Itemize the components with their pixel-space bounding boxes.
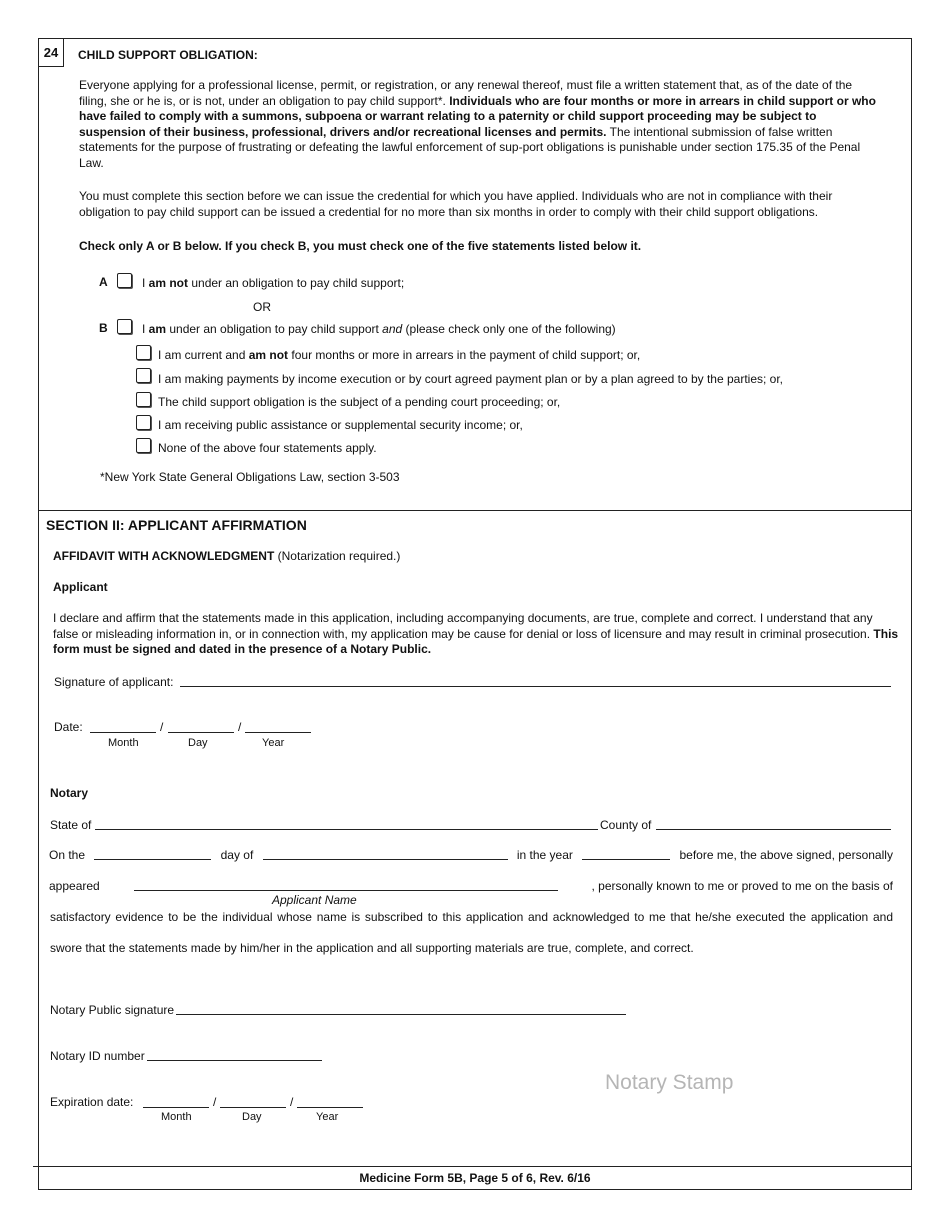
notary-id-field[interactable]: [147, 1060, 322, 1061]
date-day-caption: Day: [188, 737, 208, 749]
expiration-slash-1: /: [213, 1095, 217, 1109]
in-the-year-label: in the year: [516, 848, 573, 862]
swore-text: swore that the statements made by him/her in the application and all supporting materials are true, complete, and correct.: [50, 941, 694, 955]
expiration-month-field[interactable]: [143, 1107, 209, 1108]
option-b-tail: (please check only one of the following): [402, 322, 616, 336]
expiration-year-caption: Year: [316, 1111, 339, 1123]
option-a-label: [142, 276, 404, 290]
option-b-letter: B: [99, 321, 108, 335]
date-label: Date:: [54, 720, 83, 734]
applicant-signature-field[interactable]: [180, 686, 891, 687]
option-a-letter: A: [99, 275, 108, 289]
b-sub1-label: [158, 348, 640, 362]
b-sub5-label: None of the above four statements apply.: [158, 441, 377, 455]
date-month-caption: Month: [108, 737, 139, 749]
or-label: OR: [253, 300, 271, 314]
b-sub4-checkbox[interactable]: [136, 415, 151, 430]
state-field[interactable]: [95, 829, 598, 830]
notary-day-field[interactable]: [94, 859, 211, 860]
b-sub2-checkbox[interactable]: [136, 368, 151, 383]
option-a-checkbox[interactable]: [117, 273, 132, 288]
date-month-field[interactable]: [90, 732, 156, 733]
expiration-month-caption: Month: [161, 1111, 192, 1123]
section-ii-title: SECTION II: APPLICANT AFFIRMATION: [46, 517, 307, 533]
b-sub1-tail: four months or more in arrears in the payment of child support; or,: [288, 348, 641, 362]
notary-date-row: [49, 848, 893, 862]
notary-year-field[interactable]: [582, 859, 670, 860]
b-sub4-label: I am receiving public assistance or supplemental security income; or,: [158, 418, 523, 432]
option-b-bold: am: [148, 322, 167, 336]
applicant-name-caption: Applicant Name: [272, 893, 357, 907]
expiration-day-field[interactable]: [220, 1107, 286, 1108]
affidavit-note: (Notarization required.): [274, 549, 401, 563]
section-title: CHILD SUPPORT OBLIGATION:: [78, 48, 258, 62]
b-sub1-bold: am not: [248, 348, 289, 362]
option-a-text: I: [142, 276, 149, 290]
affidavit-bold: AFFIDAVIT WITH ACKNOWLEDGMENT: [53, 549, 275, 563]
day-of-label: day of: [220, 848, 254, 862]
page-footer: Medicine Form 5B, Page 5 of 6, Rev. 6/16: [359, 1171, 591, 1185]
expiration-year-field[interactable]: [297, 1107, 363, 1108]
appeared-row: [49, 879, 893, 893]
b-sub1-text: I am current and: [158, 348, 249, 362]
notary-heading: Notary: [50, 786, 89, 800]
notary-id-label: Notary ID number: [50, 1049, 145, 1063]
date-slash-2: /: [238, 720, 242, 734]
state-of-label: State of: [50, 818, 92, 832]
option-b-mid: under an obligation to pay child support: [166, 322, 383, 336]
county-field[interactable]: [656, 829, 891, 830]
applicant-heading: Applicant: [53, 580, 108, 594]
declaration-paragraph: [53, 611, 899, 658]
personally-known-text: , personally known to me or proved to me on the basis of: [591, 879, 893, 893]
section-divider: [38, 510, 912, 511]
notary-month-field[interactable]: [263, 859, 508, 860]
before-me-text: before me, the above signed, personally: [679, 848, 893, 862]
declaration-bold: This form must be signed and dated in the presence of a Notary Public.: [53, 626, 899, 656]
option-b-italic: and: [382, 322, 403, 336]
evidence-text: satisfactory evidence to be the individual whose name is subscribed to this application and acknowledged to me that he/she executed the application and: [50, 910, 893, 924]
appeared-label: appeared: [49, 879, 100, 893]
b-sub1-checkbox[interactable]: [136, 345, 151, 360]
on-the-label: On the: [49, 848, 86, 862]
b-sub2-label: I am making payments by income execution or by court agreed payment plan or by a plan agreed to by the parties; or,: [158, 372, 784, 386]
notary-signature-label: Notary Public signature: [50, 1003, 175, 1017]
b-sub3-label: The child support obligation is the subject of a pending court proceeding; or,: [158, 395, 561, 409]
option-b-label: [142, 322, 616, 336]
paragraph-text: Everyone applying for a professional license, permit, or registration, or any renewal thereof, must file a written statement that, as of the date of the filing, she or he is, or is not, under an obligation to pay child support*.: [79, 78, 853, 108]
check-instruction: Check only A or B below. If you check B, you must check one of the five statements listed below it.: [79, 239, 642, 253]
county-of-label: County of: [600, 818, 652, 832]
option-a-bold: am not: [148, 276, 189, 290]
section-number: 24: [38, 38, 64, 67]
notary-signature-field[interactable]: [176, 1014, 626, 1015]
option-a-tail: under an obligation to pay child support;: [188, 276, 405, 290]
expiration-label: Expiration date:: [50, 1095, 134, 1109]
b-sub5-checkbox[interactable]: [136, 438, 151, 453]
b-sub3-checkbox[interactable]: [136, 392, 151, 407]
expiration-slash-2: /: [290, 1095, 294, 1109]
applicant-signature-label: Signature of applicant:: [54, 675, 174, 689]
paragraph-tail-text: The intentional submission of false written statements for the purpose of frustrating or defeating the lawful enforcement of sup-port obligations is punishable under section 175.35 of the Penal Law.: [79, 124, 861, 170]
affidavit-heading: [53, 549, 400, 563]
expiration-day-caption: Day: [242, 1111, 262, 1123]
declaration-text: I declare and affirm that the statements made in this application, including accompanying documents, are true, complete and correct. I understand that any false or misleading information in, or in connection with, my application may be cause for denial or loss of licensure and may result in criminal prosecution.: [53, 611, 874, 641]
paragraph-bold-text: Individuals who are four months or more in arrears in child support or who have failed to comply with a summons, subpoena or warrant relating to a paternity or child support proceeding may be subject to suspension of their business, professional, drivers and/or recreational licenses and permits.: [79, 93, 876, 139]
date-year-field[interactable]: [245, 732, 311, 733]
option-b-text: I: [142, 322, 149, 336]
date-day-field[interactable]: [168, 732, 234, 733]
notary-stamp-placeholder: Notary Stamp: [605, 1071, 734, 1094]
date-year-caption: Year: [262, 737, 285, 749]
child-support-paragraph: [79, 78, 879, 171]
applicant-name-field[interactable]: [134, 890, 558, 891]
footnote: *New York State General Obligations Law, section 3-503: [100, 470, 400, 484]
date-slash-1: /: [160, 720, 164, 734]
option-b-checkbox[interactable]: [117, 319, 132, 334]
compliance-paragraph: You must complete this section before we can issue the credential for which you have applied. Individuals who are not in compliance with their obligation to pay child support can be issued a credential for no more than six months in order to comply with their child support obligations.: [79, 189, 833, 219]
